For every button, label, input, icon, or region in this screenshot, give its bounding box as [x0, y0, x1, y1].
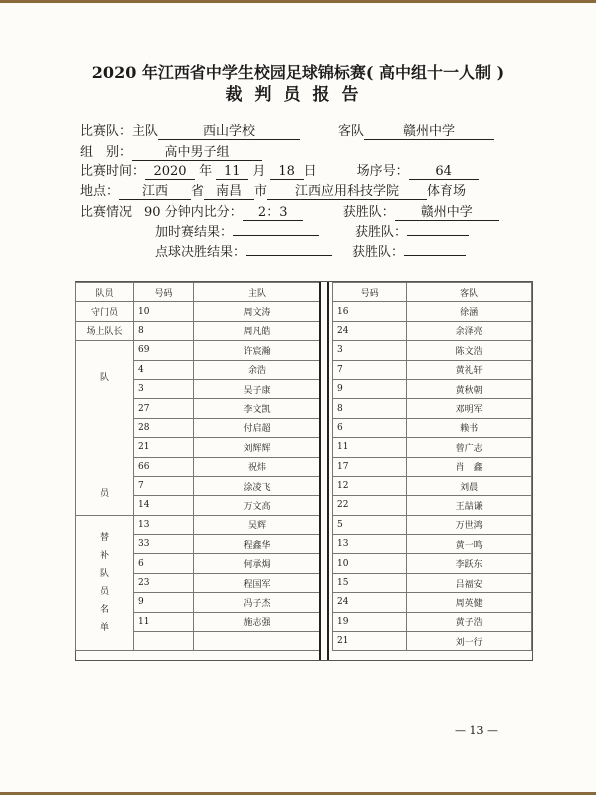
away-sub-name: 万世鸿	[407, 515, 532, 534]
extra-time-line	[155, 225, 469, 241]
home-team-field: 西山学校	[158, 124, 300, 140]
score-label: 90 分钟内比分：	[144, 205, 243, 220]
home-player-number: 21	[134, 438, 194, 457]
column-separator	[319, 282, 329, 660]
home-player-number: 4	[134, 360, 194, 379]
home-sub-number: 11	[134, 612, 194, 631]
home-roster	[75, 282, 321, 651]
role-substitutes-char: 员	[99, 587, 109, 598]
year-field: 2020	[145, 164, 195, 180]
home-captain-number: 8	[134, 321, 194, 340]
role-substitutes-char: 单	[99, 623, 109, 634]
home-player-name: 祝炜	[194, 457, 321, 476]
report-subtitle: 裁判员报告	[225, 85, 371, 105]
away-sub-number: 15	[333, 573, 407, 592]
header-away-team: 客队	[407, 283, 532, 302]
home-player-name: 刘辉辉	[194, 438, 321, 457]
role-substitutes-char: 替	[99, 533, 109, 544]
away-sub-name: 刘一行	[407, 632, 532, 651]
stadium-suffix: 体育场	[427, 184, 467, 199]
location-line	[80, 184, 466, 200]
home-sub-number: 33	[134, 535, 194, 554]
penalty-winner-label: 获胜队：	[352, 245, 405, 260]
away-player-name: 王喆谦	[407, 496, 532, 515]
home-sub-name: 程鑫华	[194, 535, 321, 554]
role-substitutes-char: 队	[99, 569, 109, 580]
away-sub-name: 黄一鸣	[407, 535, 532, 554]
away-player-number: 22	[333, 496, 407, 515]
penalty-label: 点球决胜结果：	[155, 245, 247, 260]
home-sub-number: 23	[134, 573, 194, 592]
header-number: 号码	[134, 283, 194, 302]
home-sub-name: 程国军	[194, 573, 321, 592]
home-sub-name: 冯子杰	[194, 593, 321, 612]
home-player-number: 28	[134, 418, 194, 437]
page-title: 2020 年江西省中学生校园足球锦标赛( 高中组十一人制 )	[91, 63, 505, 82]
city-unit: 市	[254, 184, 268, 199]
away-player-name: 邓明军	[407, 399, 532, 418]
group-line	[80, 145, 262, 161]
away-sub-number: 21	[333, 632, 407, 651]
extra-winner-label: 获胜队：	[355, 225, 408, 240]
home-player-number: 69	[134, 341, 194, 360]
penalty-field	[246, 255, 332, 256]
score-field: 2：3	[243, 205, 303, 221]
away-player-number: 6	[333, 418, 407, 437]
away-player-number: 7	[333, 360, 407, 379]
home-player-number: 3	[134, 379, 194, 398]
home-sub-number	[134, 632, 194, 651]
penalty-winner-field	[404, 255, 466, 256]
time-line	[80, 164, 479, 180]
extra-time-field	[233, 235, 319, 236]
result-label: 比赛情况	[80, 205, 133, 220]
home-player-number: 66	[134, 457, 194, 476]
away-player-name: 肖 鑫	[407, 457, 532, 476]
away-player-number: 17	[333, 457, 407, 476]
header-home-team: 主队	[194, 283, 321, 302]
venue-field: 江西应用科技学院	[267, 184, 427, 200]
page-number: — 13 —	[455, 724, 498, 737]
result-line	[80, 205, 499, 221]
province-unit: 省	[191, 184, 205, 199]
away-player-number: 11	[333, 438, 407, 457]
home-sub-name: 施志强	[194, 612, 321, 631]
extra-time-label: 加时赛结果：	[155, 225, 234, 240]
home-sub-name: 吴辉	[194, 515, 321, 534]
away-captain-number: 24	[333, 321, 407, 340]
away-goalkeeper-name: 徐涵	[407, 302, 532, 321]
extra-winner-field	[407, 235, 469, 236]
home-player-name: 余浩	[194, 360, 321, 379]
group-field: 高中男子组	[132, 145, 262, 161]
role-substitutes-char: 补	[99, 551, 109, 562]
role-substitutes	[76, 515, 134, 651]
away-team-field: 赣州中学	[364, 124, 494, 140]
location-label: 地点：	[80, 184, 120, 199]
home-player-name: 付启超	[194, 418, 321, 437]
away-roster	[332, 282, 532, 651]
home-player-number: 7	[134, 476, 194, 495]
away-player-name: 陈文浩	[407, 341, 532, 360]
home-goalkeeper-number: 10	[134, 302, 194, 321]
home-sub-number: 9	[134, 593, 194, 612]
away-player-name: 刘晨	[407, 476, 532, 495]
away-team-label: 客队	[338, 124, 365, 139]
year-unit: 年	[199, 164, 213, 179]
away-sub-name: 黄子浩	[407, 612, 532, 631]
month-unit: 月	[252, 164, 266, 179]
away-sub-number: 13	[333, 535, 407, 554]
home-player-number: 14	[134, 496, 194, 515]
away-player-number: 8	[333, 399, 407, 418]
home-player-name: 涂凌飞	[194, 476, 321, 495]
teams-label: 比赛队：主队	[80, 124, 159, 139]
away-sub-name: 吕福安	[407, 573, 532, 592]
away-player-name: 黄秋朝	[407, 379, 532, 398]
home-captain-name: 周凡皓	[194, 321, 321, 340]
header-away-number: 号码	[333, 283, 407, 302]
away-player-number: 12	[333, 476, 407, 495]
away-sub-number: 5	[333, 515, 407, 534]
away-sub-name: 周英健	[407, 593, 532, 612]
role-players-bottom: 员	[99, 489, 109, 500]
roster-table	[75, 281, 533, 661]
away-sub-number: 24	[333, 593, 407, 612]
home-player-name: 万文高	[194, 496, 321, 515]
month-field: 11	[216, 164, 248, 180]
winner-field: 赣州中学	[395, 205, 499, 221]
away-sub-number: 10	[333, 554, 407, 573]
teams-line	[80, 124, 494, 140]
province-field: 江西	[119, 184, 191, 200]
home-player-name: 吴子康	[194, 379, 321, 398]
role-substitutes-char: 名	[99, 605, 109, 616]
match-number-field: 64	[409, 164, 479, 180]
away-sub-name: 李跃东	[407, 554, 532, 573]
home-sub-name	[194, 632, 321, 651]
home-sub-number: 13	[134, 515, 194, 534]
away-player-name: 黄礼轩	[407, 360, 532, 379]
group-label: 组 别：	[80, 145, 133, 160]
penalty-line	[155, 245, 466, 261]
home-sub-number: 6	[134, 554, 194, 573]
away-player-number: 9	[333, 379, 407, 398]
away-captain-name: 余泽亮	[407, 321, 532, 340]
home-player-name: 李文凯	[194, 399, 321, 418]
top-border	[0, 0, 596, 3]
role-players	[76, 341, 134, 516]
role-captain: 场上队长	[76, 321, 134, 340]
day-field: 18	[270, 164, 304, 180]
home-player-number: 27	[134, 399, 194, 418]
away-goalkeeper-number: 16	[333, 302, 407, 321]
away-sub-number: 19	[333, 612, 407, 631]
home-player-name: 许宸瀚	[194, 341, 321, 360]
home-goalkeeper-name: 周文涛	[194, 302, 321, 321]
away-player-name: 赖书	[407, 418, 532, 437]
away-player-number: 3	[333, 341, 407, 360]
away-player-name: 曾广志	[407, 438, 532, 457]
winner-label: 获胜队：	[342, 205, 395, 220]
city-field: 南昌	[204, 184, 254, 200]
home-sub-name: 何承焗	[194, 554, 321, 573]
role-goalkeeper: 守门员	[76, 302, 134, 321]
header-role: 队员	[76, 283, 134, 302]
match-time-label: 比赛时间：	[80, 164, 146, 179]
match-number-label: 场序号：	[356, 164, 409, 179]
day-unit: 日	[303, 164, 317, 179]
role-players-top: 队	[99, 373, 109, 384]
